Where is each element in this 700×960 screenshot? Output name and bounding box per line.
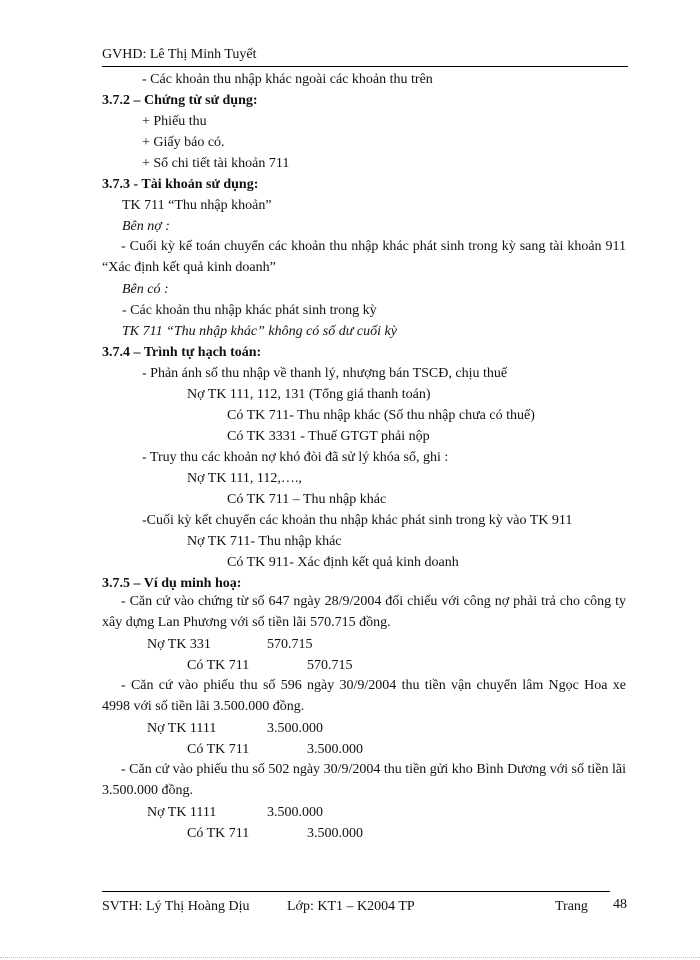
- paragraph: - Căn cứ vào phiếu thu số 502 ngày 30/9/2004 thu tiền gửi kho Bình Dương với số tiền lãi 3.500.000 đồng.: [102, 762, 626, 798]
- text-line: -Cuối kỳ kết chuyển các khoản thu nhập khác phát sinh trong kỳ vào TK 911: [142, 513, 573, 528]
- journal-amount: 3.500.000: [307, 742, 363, 757]
- journal-credit: Có TK 711: [187, 826, 250, 841]
- text-line: - Các khoản thu nhập khác phát sinh trong kỳ: [122, 303, 377, 318]
- journal-line: Có TK 711 – Thu nhập khác: [227, 492, 387, 507]
- footer-student: SVTH: Lý Thị Hoàng Dịu: [102, 899, 250, 914]
- debit-side-label: Bên nợ :: [122, 219, 170, 234]
- journal-credit: Có TK 711: [187, 658, 250, 673]
- page-edge-divider: [0, 957, 700, 958]
- list-item: + Giấy báo có.: [142, 135, 225, 150]
- text-line: TK 711 “Thu nhập khoản”: [122, 198, 272, 213]
- list-item: + Phiếu thu: [142, 114, 207, 129]
- journal-line: Có TK 3331 - Thuế GTGT phải nộp: [227, 429, 430, 444]
- journal-amount: 3.500.000: [307, 826, 363, 841]
- section-heading-3-7-4: 3.7.4 – Trình tự hạch toán:: [102, 345, 262, 360]
- journal-amount: 3.500.000: [267, 805, 323, 820]
- paragraph: - Cuối kỳ kế toán chuyển các khoản thu nhập khác phát sinh trong kỳ sang tài khoản 911 “Xác định kết quả kinh doanh”: [102, 239, 626, 275]
- journal-debit: Nợ TK 1111: [147, 805, 217, 820]
- paragraph: - Căn cứ vào phiếu thu số 596 ngày 30/9/2004 thu tiền vận chuyển lâm Ngọc Hoa xe 4998 với số tiền lãi 3.500.000 đồng.: [102, 678, 626, 714]
- text-line: - Phản ánh số thu nhập về thanh lý, nhượng bán TSCĐ, chịu thuế: [142, 366, 508, 381]
- footer-page-label: Trang: [555, 899, 588, 914]
- journal-line: Có TK 911- Xác định kết quả kinh doanh: [227, 555, 459, 570]
- page-header: GVHD: Lê Thị Minh Tuyết: [102, 47, 257, 62]
- section-heading-3-7-5: 3.7.5 – Ví dụ minh hoạ:: [102, 576, 242, 591]
- section-heading-3-7-2: 3.7.2 – Chứng từ sử dụng:: [102, 93, 258, 108]
- journal-line: Nợ TK 111, 112, 131 (Tổng giá thanh toán): [187, 387, 431, 402]
- footer-rule: [102, 891, 610, 892]
- journal-amount: 570.715: [307, 658, 353, 673]
- section-heading-3-7-3: 3.7.3 - Tài khoản sử dụng:: [102, 177, 259, 192]
- page-number: 48: [613, 897, 627, 912]
- journal-line: Nợ TK 711- Thu nhập khác: [187, 534, 342, 549]
- journal-amount: 3.500.000: [267, 721, 323, 736]
- journal-line: Nợ TK 111, 112,….,: [187, 471, 302, 486]
- journal-debit: Nợ TK 1111: [147, 721, 217, 736]
- footer-class: Lớp: KT1 – K2004 TP: [287, 899, 415, 914]
- journal-line: Có TK 711- Thu nhập khác (Số thu nhập chưa có thuế): [227, 408, 535, 423]
- journal-debit: Nợ TK 331: [147, 637, 211, 652]
- paragraph: - Căn cứ vào chứng từ số 647 ngày 28/9/2004 đối chiếu với công nợ phải trả cho công ty xây dựng Lan Phương với số tiền lãi 570.715 đồng.: [102, 594, 626, 630]
- journal-credit: Có TK 711: [187, 742, 250, 757]
- credit-side-label: Bên có :: [122, 282, 169, 297]
- text-line: TK 711 “Thu nhập khác” không có số dư cuối kỳ: [122, 324, 397, 339]
- text-line: - Truy thu các khoản nợ khó đòi đã sử lý khóa sổ, ghi :: [142, 450, 449, 465]
- journal-amount: 570.715: [267, 637, 313, 652]
- text-line: - Các khoản thu nhập khác ngoài các khoản thu trên: [142, 72, 433, 87]
- header-rule: [102, 66, 628, 67]
- list-item: + Sổ chi tiết tài khoản 711: [142, 156, 290, 171]
